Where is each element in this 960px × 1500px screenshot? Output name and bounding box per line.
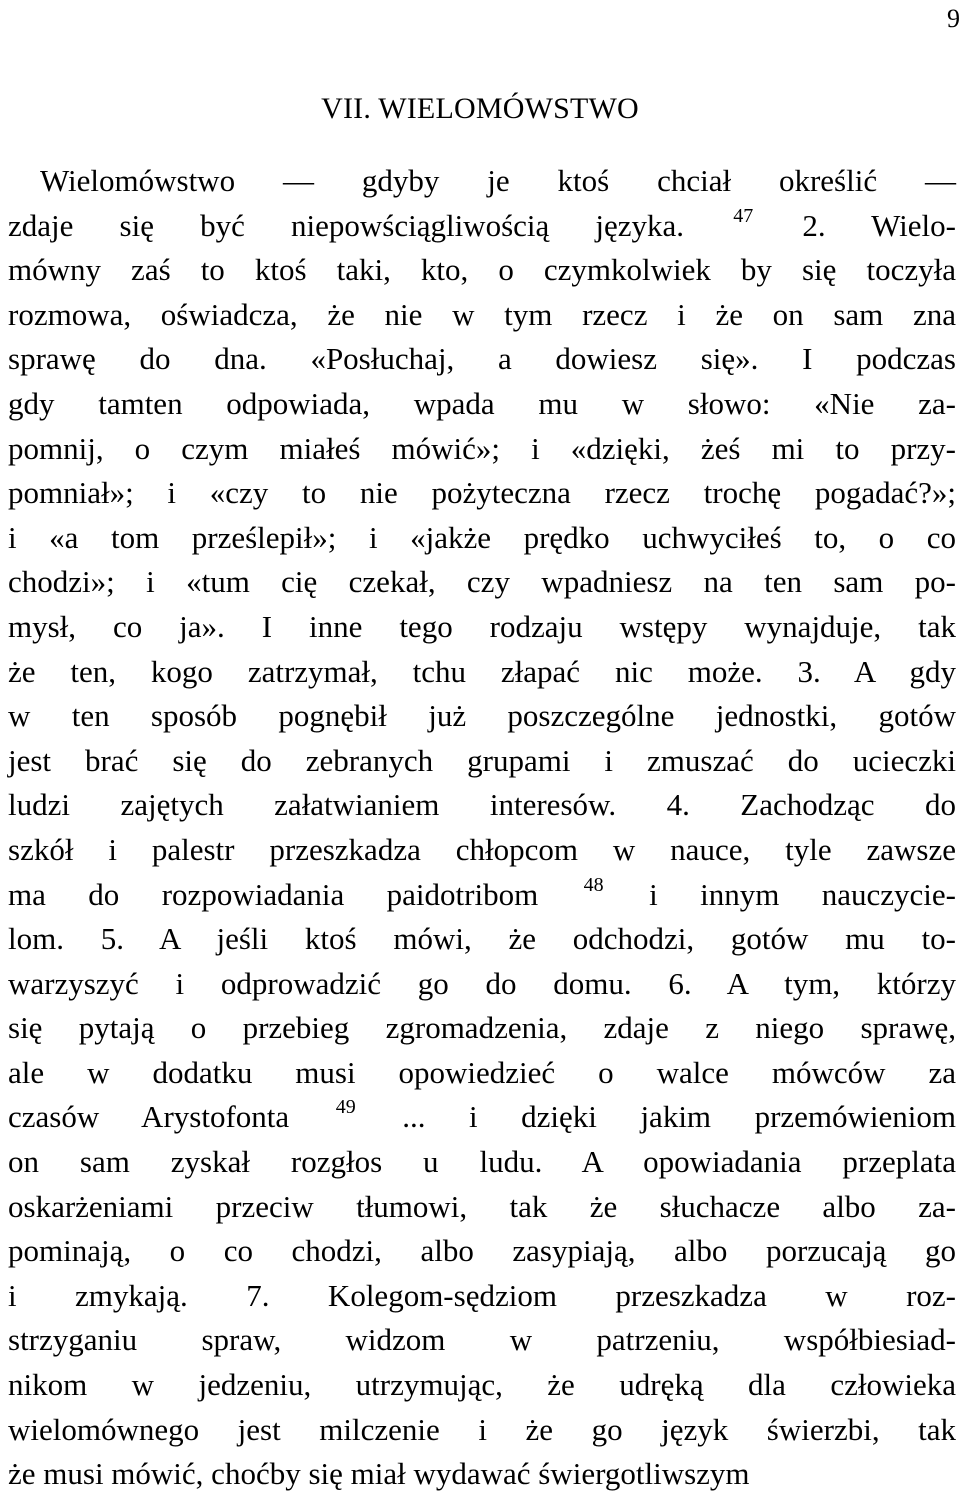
text-line (8, 873, 956, 918)
text-line (8, 471, 956, 516)
footnote-marker: 47 (733, 204, 754, 227)
text-line (8, 560, 956, 605)
text-line (8, 1095, 956, 1140)
text-segment: nikom w jedzeniu, utrzymując, że udręką dla człowieka (8, 1367, 956, 1403)
text-line (8, 783, 956, 828)
footnote-marker: 49 (335, 1096, 356, 1119)
text-segment: mysł, co ja». I inne tego rodzaju wstępy wynajduje, tak (8, 608, 956, 644)
text-line (8, 1318, 956, 1363)
text-line (8, 917, 956, 962)
text-segment: oskarżeniami przeciw tłumowi, tak że słuchacze albo za- (8, 1188, 956, 1224)
text-line (8, 1363, 956, 1408)
text-line (8, 1185, 956, 1230)
text-segment: pomnij, o czym miałeś mówić»; i «dzięki, żeś mi to przy- (8, 430, 956, 466)
text-line (8, 1006, 956, 1051)
text-segment: szkół i palestr przeszkadza chłopcom w nauce, tyle zawsze (8, 831, 956, 867)
text-line (8, 739, 956, 784)
text-line (8, 1229, 956, 1274)
text-segment: Wielomówstwo — gdyby je ktoś chciał określić — (40, 163, 956, 198)
text-line (8, 382, 956, 427)
text-segment: 2. Wielo- (802, 207, 956, 243)
text-segment: mówny zaś to ktoś taki, kto, o czymkolwiek by się toczyła (8, 252, 956, 288)
text-segment: i innym nauczycie- (649, 876, 956, 912)
chapter-body (8, 159, 956, 1497)
text-segment: ... i dzięki jakim przemówieniom (402, 1099, 957, 1135)
text-segment: wielomównego jest milczenie i że go język świerzbi, tak (8, 1411, 956, 1447)
text-line (8, 516, 956, 561)
text-segment: ale w dodatku musi opowiedzieć o walce mówców za (8, 1054, 956, 1090)
footnote-marker: 48 (583, 873, 604, 896)
text-line (8, 650, 956, 695)
text-segment: w ten sposób pognębił już poszczególne jednostki, gotów (8, 698, 956, 734)
text-segment: ludzi zajętych załatwianiem interesów. 4. Zachodząc do (8, 787, 956, 823)
text-segment: warzyszyć i odprowadzić go do domu. 6. A tym, którzy (8, 965, 956, 1001)
text-line (8, 605, 956, 650)
text-line (8, 427, 956, 472)
text-segment: sprawę do dna. «Posłuchaj, a dowiesz się». I podczas (8, 341, 956, 377)
text-line (8, 1274, 956, 1319)
text-line (8, 293, 956, 338)
text-line (8, 337, 956, 382)
text-segment: czasów Arystofonta (8, 1099, 290, 1135)
text-line (8, 248, 956, 293)
text-line (8, 962, 956, 1007)
text-line (8, 1051, 956, 1096)
text-segment: strzyganiu spraw, widzom w patrzeniu, współbiesiad- (8, 1322, 956, 1358)
text-segment: się pytają o przebieg zgromadzenia, zdaje z niego sprawę, (8, 1010, 956, 1046)
text-segment: pominają, o co chodzi, albo zasypiają, albo porzucają go (8, 1233, 956, 1269)
text-segment: zdaje się być niepowściągliwością języka. (8, 207, 685, 243)
page-number: 9 (947, 4, 960, 33)
text-segment: że musi mówić, choćby się miał wydawać świergotliwszym (8, 1456, 750, 1492)
text-segment: lom. 5. A jeśli ktoś mówi, że odchodzi, gotów mu to- (8, 921, 956, 957)
text-segment: pomniał»; i «czy to nie pożyteczna rzecz trochę pogadać?»; (8, 475, 956, 511)
text-segment: jest brać się do zebranych grupami i zmuszać do ucieczki (8, 742, 956, 778)
text-segment: chodzi»; i «tum cię czekał, czy wpadniesz na ten sam po- (8, 564, 956, 600)
text-segment: że ten, kogo zatrzymał, tchu złapać nic może. 3. A gdy (8, 653, 956, 689)
text-segment: ma do rozpowiadania paidotribom (8, 876, 539, 912)
text-line (8, 159, 956, 204)
text-line (8, 828, 956, 873)
text-line (8, 1140, 956, 1185)
text-line (8, 694, 956, 739)
text-segment: on sam zyskał rozgłos u ludu. A opowiadania przeplata (8, 1144, 956, 1180)
text-segment: i «a tom prześlepił»; i «jakże prędko uchwyciłeś to, o co (8, 519, 956, 555)
text-segment: i zmykają. 7. Kolegom-sędziom przeszkadza w roz- (8, 1277, 956, 1313)
text-segment: rozmowa, oświadcza, że nie w tym rzecz i że on sam zna (8, 296, 956, 332)
chapter-title: VII. WIELOMÓWSTWO (321, 92, 639, 125)
text-line (8, 1452, 956, 1497)
text-segment: gdy tamten odpowiada, wpada mu w słowo: «Nie za- (8, 385, 956, 421)
text-line (8, 1408, 956, 1453)
text-line (8, 204, 956, 249)
